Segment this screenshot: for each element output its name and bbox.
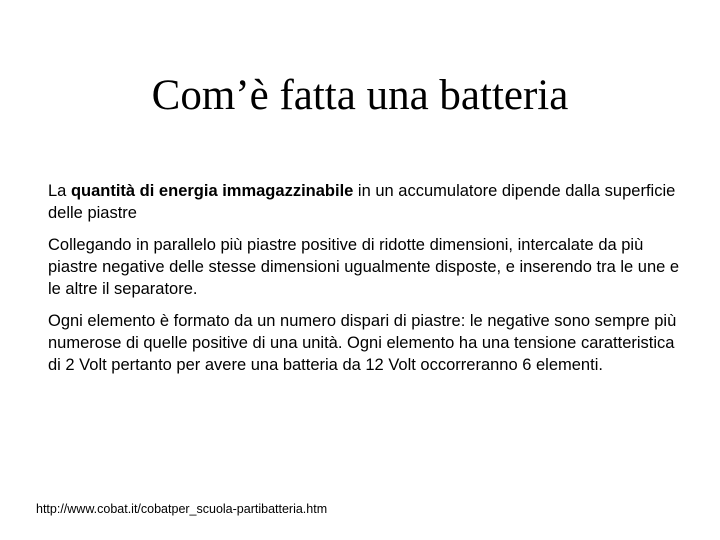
- paragraph-energy-capacity-suffix: in un accumulatore dipende dalla superficie delle piastre: [48, 182, 676, 222]
- paragraph-energy-capacity-prefix: La: [48, 182, 71, 200]
- paragraph-parallel-plates: Collegando in parallelo più piastre positive di ridotte dimensioni, intercalate da più piastre negative delle stesse dimensioni ugualmente disposte, e inserendo tra le une e le altre il separatore.: [48, 236, 680, 298]
- paragraph-energy-capacity-bold: quantità di energia immagazzinabile: [70, 182, 354, 200]
- slide-title: Com’è fatta una batteria: [151, 72, 569, 119]
- paragraph-element-composition: Ogni elemento è formato da un numero dispari di piastre: le negative sono sempre più numerose di quelle positive di una unità. Ogni elemento ha una tensione caratteristica di 2 Volt pertanto per avere una batteria da 12 Volt occorreranno 6 elementi.: [48, 312, 677, 374]
- paragraph-energy-capacity: [48, 180, 683, 224]
- slide-body: [48, 180, 683, 386]
- source-link[interactable]: http://www.cobat.it/cobatper_scuola-partibatteria.htm: [36, 502, 328, 516]
